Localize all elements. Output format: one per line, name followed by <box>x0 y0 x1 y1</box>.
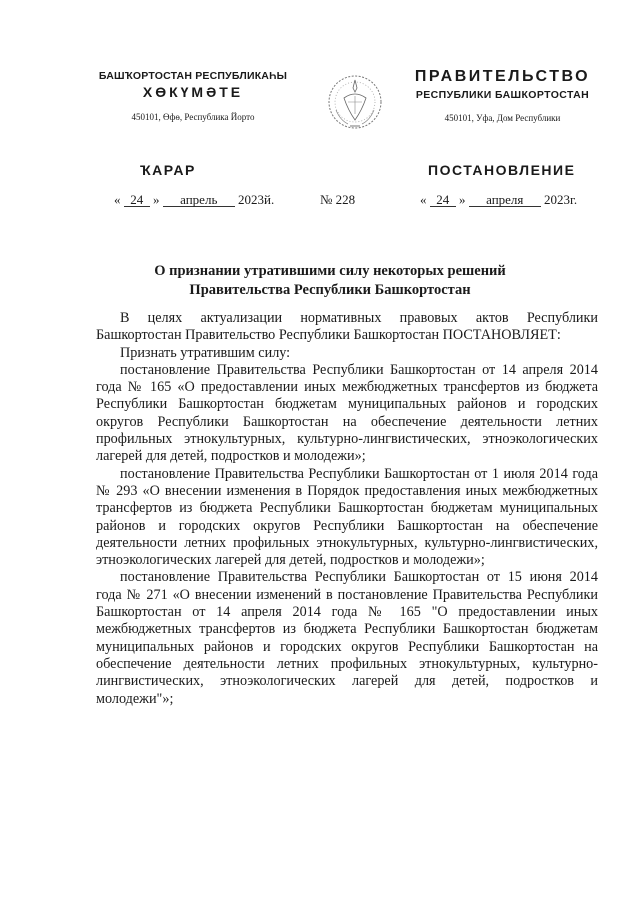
document-number: № 228 <box>320 192 356 207</box>
title-line-2: Правительства Республики Башкортостан <box>189 282 471 298</box>
header-left-republic: БАШҠОРТОСТАН РЕСПУБЛИКАҺЫ <box>98 70 288 82</box>
date-right-month: апреля <box>469 193 541 207</box>
date-left-year: 23 <box>251 192 264 207</box>
date-left-month: апрель <box>163 193 235 207</box>
date-right-year: 23 <box>557 192 570 207</box>
body-paragraph-item-1: постановление Правительства Республики Башкортостан от 14 апреля 2014 года № 165 «О предоставлении иных межбюджетных трансфертов из бюджета Республики Башкортостан бюджетам муниципальных районов и городских округов Республики Башкортостан на обеспечение деятельности летних профильных этнокультурных, культурно-лингвистических, этноэкологических лагерей для детей, подростков и молодежи»; <box>96 361 598 465</box>
body-paragraph-declare: Признать утратившим силу: <box>120 344 291 361</box>
header-right-government: ПРАВИТЕЛЬСТВО <box>414 68 591 85</box>
header-right-address: 450101, Уфа, Дом Республики <box>444 113 561 123</box>
date-right: « 24 » апреля 2023г. <box>420 192 578 207</box>
coat-of-arms-icon <box>326 68 384 134</box>
document-body <box>96 310 598 708</box>
date-left: « 24 » апрель 2023й. <box>114 192 275 207</box>
document-title <box>80 262 580 300</box>
header-left-government: ХӨКҮМӘТЕ <box>142 84 244 100</box>
date-left-day: 24 <box>124 193 150 207</box>
doc-type-postanovlenie: ПОСТАНОВЛЕНИЕ <box>428 162 576 178</box>
body-paragraph-item-2: постановление Правительства Республики Башкортостан от 1 июля 2014 года № 293 «О внесении изменения в Порядок предоставления иных межбюджетных трансфертов из бюджета Республики Башкортостан бюджетам муниципальных районов и городских округов Республики Башкортостан на обеспечение деятельности летних профильных этнокультурных, культурно-лингвистических, этноэкологических лагерей для детей, подростков и молодежи»; <box>96 465 598 569</box>
body-paragraph-item-3: постановление Правительства Республики Башкортостан от 15 июня 2014 года № 271 «О внесении изменений в постановление Правительства Республики Башкортостан от 14 апреля 2014 года № 165 "О предоставлении иных межбюджетных трансфертов из бюджета Республики Башкортостан бюджетам муниципальных районов и городских округов Республики Башкортостан на обеспечение деятельности летних профильных этнокультурных, культурно-лингвистических, этноэкологических лагерей для детей, подростков и молодежи"»; <box>96 569 598 707</box>
header-right-republic: РЕСПУБЛИКИ БАШКОРТОСТАН <box>415 89 590 101</box>
header-left-address: 450101, Өфө, Республика Йорто <box>131 112 255 122</box>
date-right-day: 24 <box>430 193 456 207</box>
header-left-block <box>88 70 298 122</box>
doc-type-karar: ҠАРАР <box>140 162 196 178</box>
body-paragraph-preamble: В целях актуализации нормативных правовых актов Республики Башкортостан Правительство Республики Башкортостан ПОСТАНОВЛЯЕТ: <box>96 310 598 344</box>
header-right-block <box>400 68 605 123</box>
title-line-1: О признании утратившими силу некоторых решений <box>154 263 506 279</box>
